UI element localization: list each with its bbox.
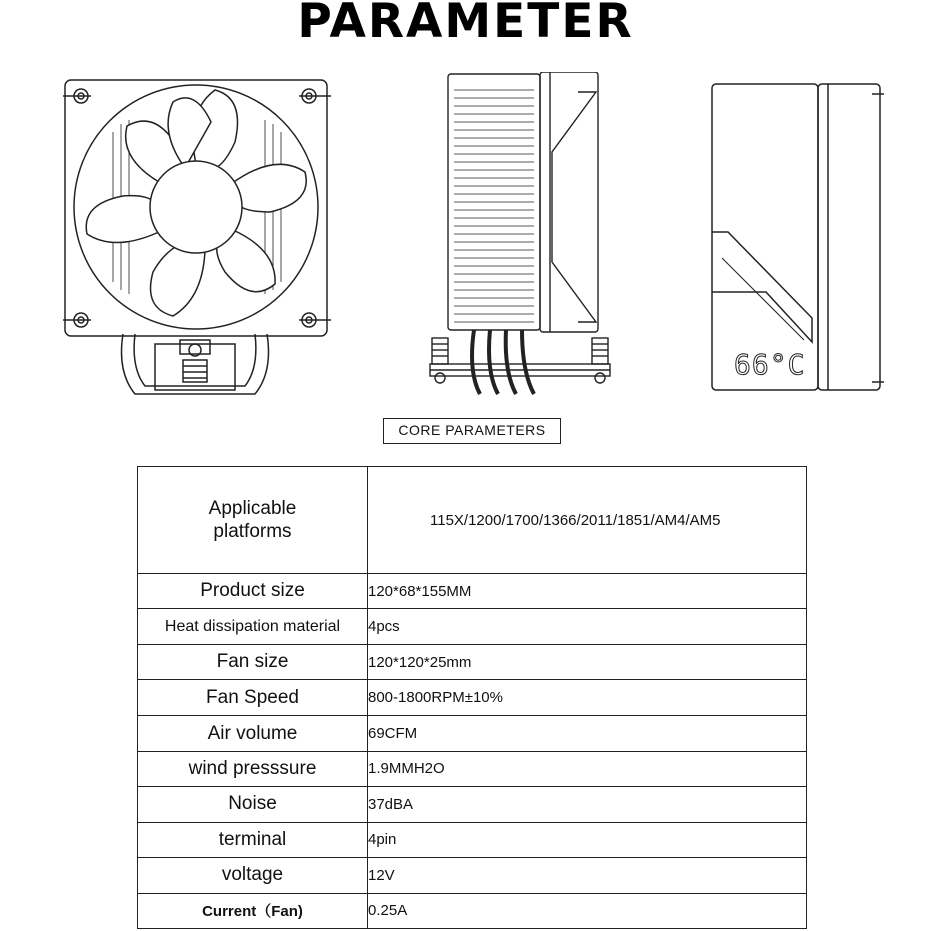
spec-value: 12V [368, 857, 807, 893]
spec-value: 69CFM [368, 716, 807, 751]
spec-label: Applicable platforms [138, 467, 368, 574]
spec-table [137, 466, 807, 929]
spec-value: 4pin [368, 822, 807, 857]
cooler-display-drawing [708, 82, 888, 394]
cooler-side-drawing [418, 72, 624, 407]
spec-value: 800-1800RPM±10% [368, 680, 807, 716]
table-row [138, 786, 807, 822]
spec-label: Noise [138, 786, 368, 822]
spec-value: 120*120*25mm [368, 645, 807, 680]
spec-value: 115X/1200/1700/1366/2011/1851/AM4/AM5 [368, 467, 807, 574]
spec-value: 120*68*155MM [368, 574, 807, 609]
spec-value: 1.9MMH2O [368, 751, 807, 786]
spec-value: 0.25A [368, 893, 807, 928]
table-row [138, 751, 807, 786]
spec-label: wind presssure [138, 751, 368, 786]
spec-value: 4pcs [368, 609, 807, 645]
table-row [138, 822, 807, 857]
table-row [138, 574, 807, 609]
core-parameters-label: CORE PARAMETERS [383, 418, 561, 444]
table-row [138, 680, 807, 716]
spec-label: Air volume [138, 716, 368, 751]
spec-label: Fan size [138, 645, 368, 680]
spec-label: voltage [138, 857, 368, 893]
table-row [138, 857, 807, 893]
table-row [138, 467, 807, 574]
spec-label: terminal [138, 822, 368, 857]
spec-label: Fan Speed [138, 680, 368, 716]
spec-label: Current（Fan) [138, 893, 368, 928]
spec-label: Product size [138, 574, 368, 609]
cooler-front-drawing [55, 72, 345, 402]
table-row [138, 893, 807, 928]
table-row [138, 716, 807, 751]
display-temperature: 66°C [734, 348, 806, 381]
page-title: PARAMETER [297, 0, 634, 49]
spec-value: 37dBA [368, 786, 807, 822]
table-row [138, 645, 807, 680]
spec-label: Heat dissipation material [138, 609, 368, 645]
table-row [138, 609, 807, 645]
